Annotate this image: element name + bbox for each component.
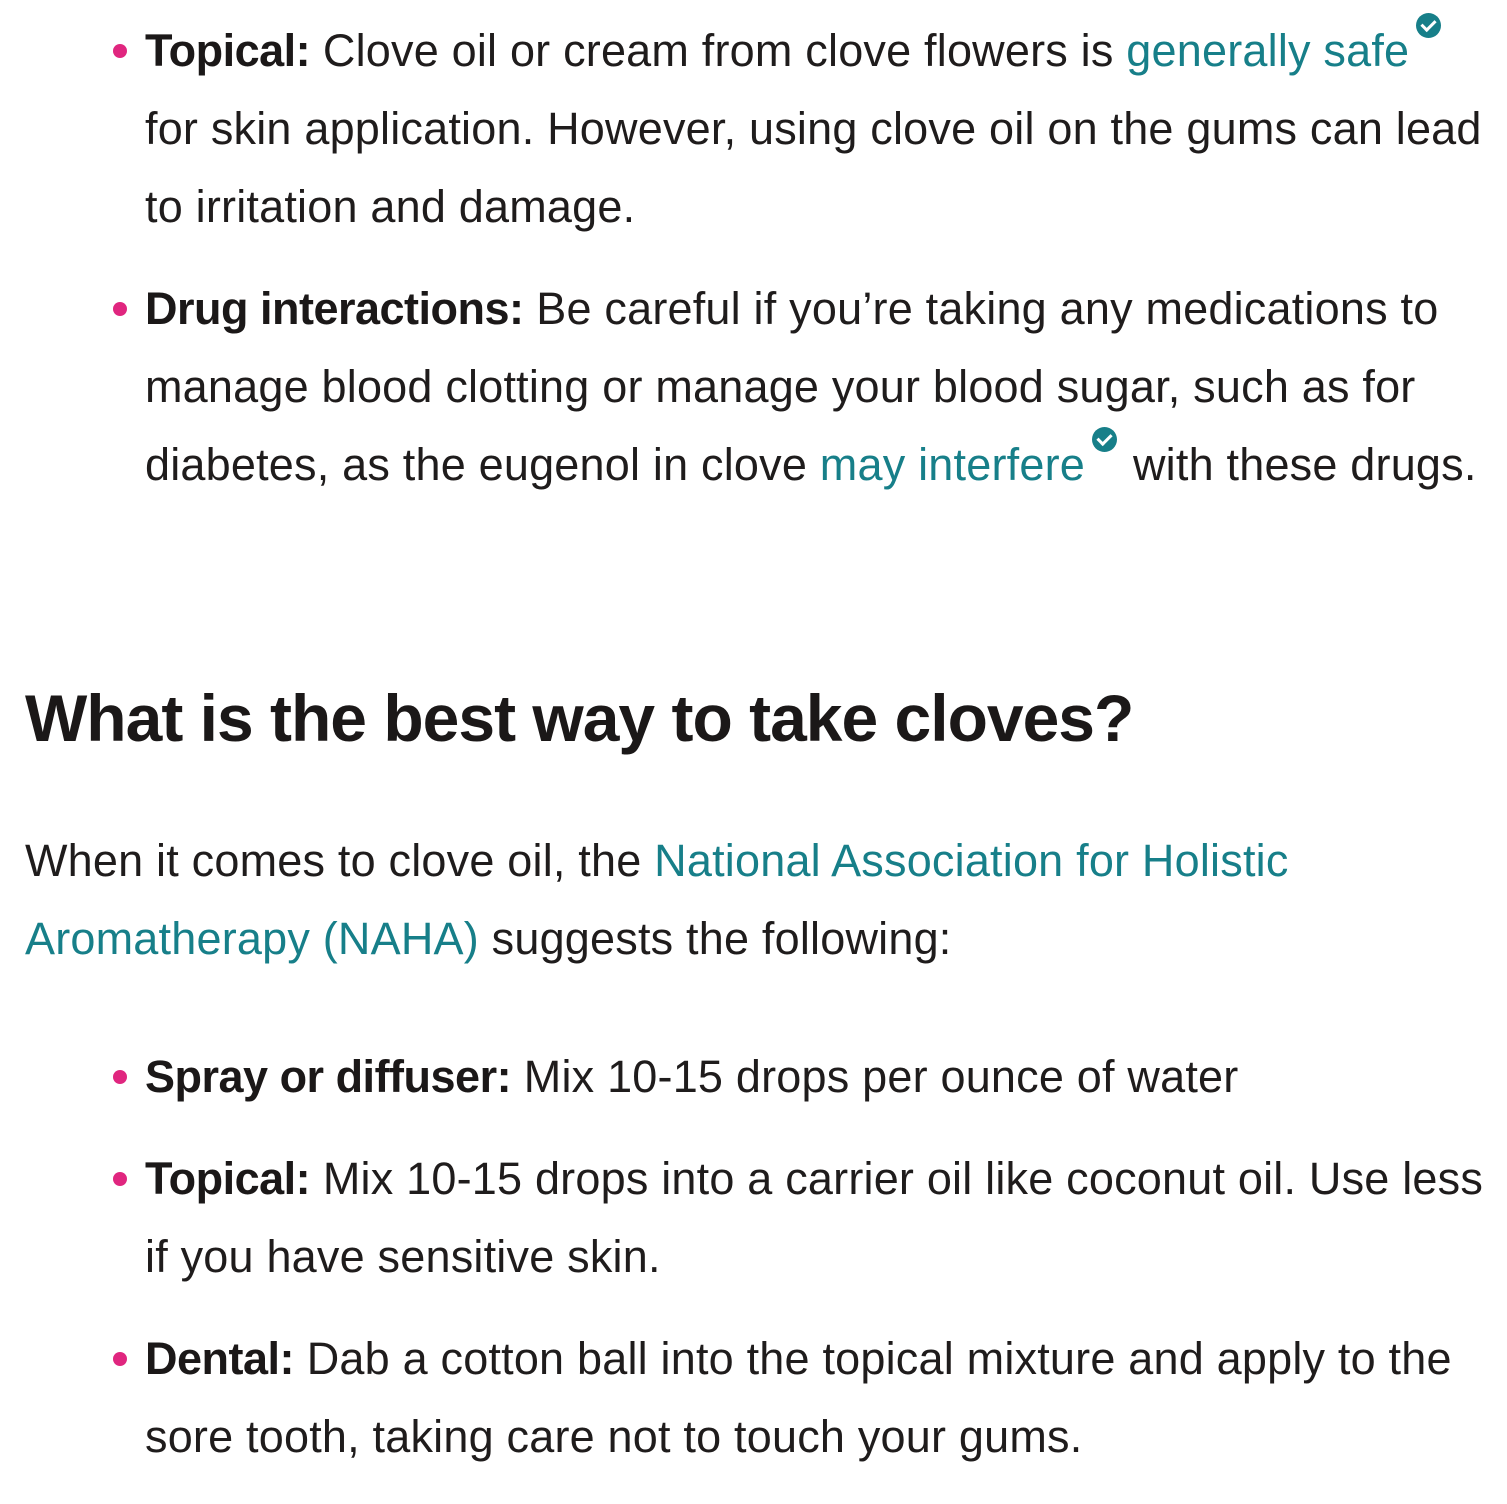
item-term: Drug interactions: (145, 283, 524, 334)
item-text: Mix 10-15 drops into a carrier oil like coconut oil. Use less if you have sensitive skin. (145, 1153, 1484, 1282)
bullet-dot (113, 1172, 127, 1186)
precautions-list (145, 12, 1490, 582)
intro-paragraph (25, 822, 1465, 978)
check-circle-icon[interactable] (1416, 13, 1441, 38)
item-text: Mix 10-15 drops per ounce of water (523, 1051, 1239, 1102)
list-item (145, 1140, 1490, 1320)
list-item (145, 12, 1490, 270)
item-term: Topical: (145, 25, 311, 76)
generally-safe-link[interactable]: generally safe (1126, 25, 1410, 76)
item-term: Topical: (145, 1153, 311, 1204)
list-item (145, 270, 1490, 582)
bullet-dot (113, 302, 127, 316)
list-item (145, 1038, 1490, 1140)
may-interfere-link[interactable]: may interfere (819, 439, 1085, 490)
item-text: Be careful if you’re taking any medications to manage blood clotting or manage your blood sugar, such as for diabetes, as the eugenol in clove (145, 283, 1439, 490)
intro-text: suggests the following: (491, 913, 952, 964)
item-term: Dental: (145, 1333, 295, 1384)
item-text: for skin application. However, using clove oil on the gums can lead to irritation and damage. (145, 103, 1482, 232)
check-circle-icon[interactable] (1092, 427, 1117, 452)
bullet-dot (113, 1352, 127, 1366)
item-text: Clove oil or cream from clove flowers is (322, 25, 1114, 76)
item-term: Spray or diffuser: (145, 1051, 512, 1102)
list-item (145, 1320, 1490, 1500)
item-text: with these drugs. (1132, 439, 1477, 490)
usage-list (145, 1038, 1490, 1500)
naha-link[interactable]: National Association for Holistic Aromatherapy (NAHA) (25, 835, 1289, 964)
item-text: Dab a cotton ball into the topical mixture and apply to the sore tooth, taking care not to touch your gums. (145, 1333, 1452, 1462)
bullet-dot (113, 1070, 127, 1084)
bullet-dot (113, 44, 127, 58)
intro-text: When it comes to clove oil, the (25, 835, 642, 886)
section-heading: What is the best way to take cloves? (25, 681, 1134, 755)
